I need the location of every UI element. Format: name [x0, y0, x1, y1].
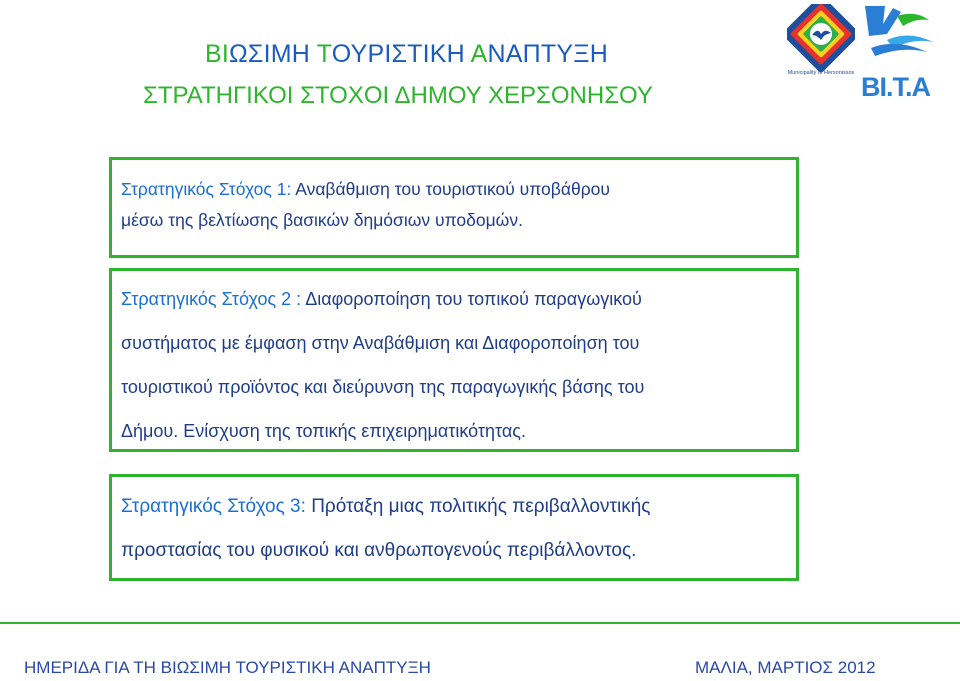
goal-2-line-3: τουριστικού προϊόντος και διεύρυνση της παραγωγικής βάσης του	[121, 377, 645, 397]
bita-logo-text: BI.T.A	[861, 72, 931, 102]
goal-1-line-1	[121, 174, 796, 205]
title-part-3: ΝΑΠΤΥΞΗ	[487, 40, 608, 68]
strategic-goal-3-box	[109, 474, 799, 581]
goal-3-line-2: προστασίας του φυσικού και ανθρωπογενούς περιβάλλοντος.	[121, 540, 637, 561]
goal-1-label: Στρατηγικός Στόχος 1:	[121, 179, 292, 199]
title-part-2-highlight: Τ	[316, 40, 332, 68]
title-part-3-highlight: Α	[470, 40, 488, 68]
goal-2-line-4: Δήμου. Ενίσχυση της τοπικής επιχειρηματικότητας.	[121, 421, 526, 441]
goal-3-label: Στρατηγικός Στόχος 3:	[121, 496, 306, 517]
municipality-caption: Municipality of Hersonissos	[787, 70, 855, 76]
bita-logo-icon	[857, 2, 937, 102]
title-part-1: ΩΣΙΜΗ	[229, 40, 317, 68]
municipality-logo-icon	[787, 4, 855, 76]
footer-date: ΜΑΛΙΑ, ΜΑΡΤΙΟΣ 2012	[695, 658, 876, 677]
goal-2-text: Διαφοροποίηση του τοπικού παραγωγικού	[301, 289, 642, 309]
goal-2-line-2: συστήματος με έμφαση στην Αναβάθμιση και Διαφοροποίηση του	[121, 333, 640, 353]
footer-event-title: ΗΜΕΡΙΔΑ ΓΙΑ ΤΗ ΒΙΩΣΙΜΗ ΤΟΥΡΙΣΤΙΚΗ ΑΝΑΠΤΥΞΗ	[24, 658, 431, 677]
footer-divider	[0, 622, 960, 624]
goal-3-text: Πρόταξη μιας πολιτικής περιβαλλοντικής	[305, 496, 651, 517]
title-part-2: ΟΥΡΙΣΤΙΚΗ	[331, 40, 471, 68]
goal-3-line-1	[121, 485, 796, 529]
goal-1-line-2: μέσω της βελτίωσης βασικών δημόσιων υποδομών.	[121, 210, 523, 230]
goal-2-label: Στρατηγικός Στόχος 2 :	[121, 289, 302, 309]
title-part-1-highlight: ΒΙ	[205, 40, 230, 68]
page-title	[205, 40, 608, 69]
goal-1-text: Αναβάθμιση του τουριστικού υποβάθρου	[291, 179, 610, 199]
strategic-goal-2-box	[109, 268, 799, 452]
strategic-goal-1-box	[109, 157, 799, 258]
page-subtitle: ΣΤΡΑΤΗΓΙΚΟΙ ΣΤΟΧΟΙ ΔΗΜΟΥ ΧΕΡΣΟΝΗΣΟΥ	[143, 82, 653, 109]
goal-2-line-1	[121, 277, 796, 321]
